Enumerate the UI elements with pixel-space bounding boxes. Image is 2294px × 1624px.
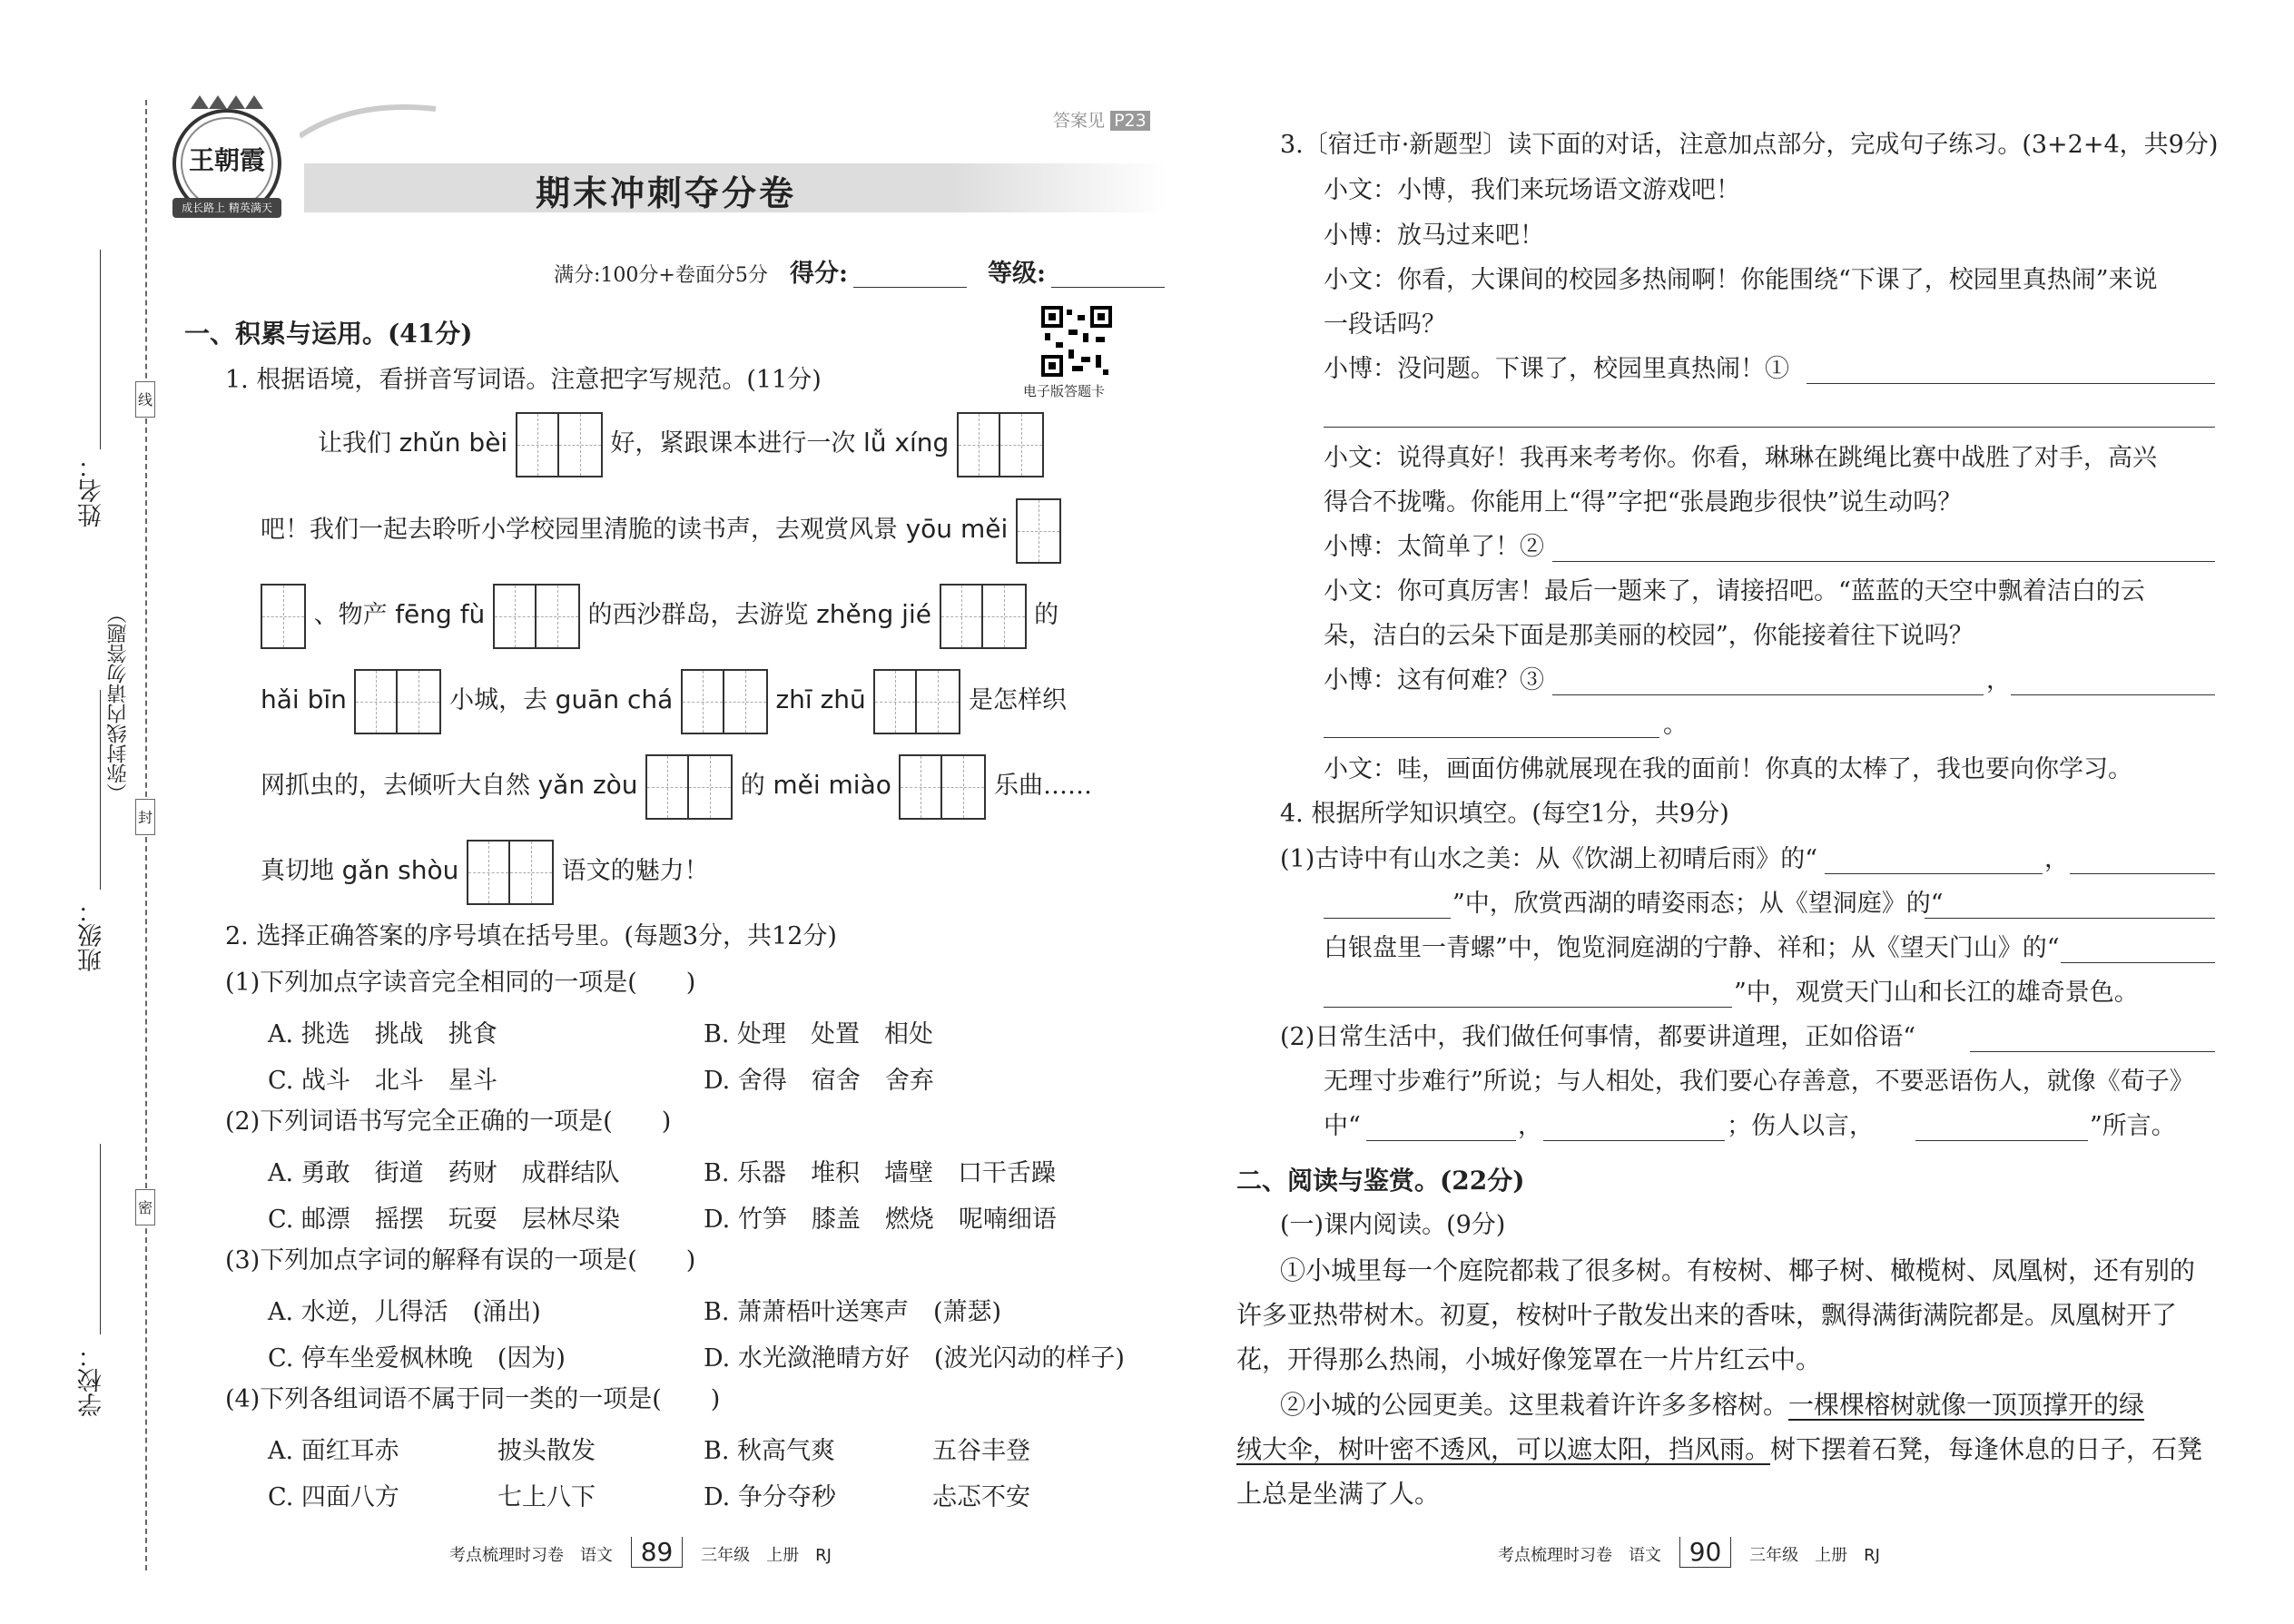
q1-row3: [261, 580, 1058, 650]
q4-blank-1[interactable]: [1825, 873, 2043, 874]
q2-s1-a[interactable]: A. 挑选 挑战 挑食: [268, 1020, 497, 1048]
reading-p2-line3: 上总是坐满了人。: [1236, 1479, 1441, 1509]
answer-ref-label: 答案见: [1053, 111, 1106, 131]
q2-s2-c[interactable]: C. 邮漂 摇摆 玩耍 层林尽染: [268, 1206, 620, 1234]
footer-left-text: 考点梳理时习卷 语文: [449, 1546, 613, 1565]
pinyin-meimiao: měi miào: [773, 770, 891, 800]
q2-s4-c2: 七上八下: [497, 1483, 596, 1511]
answer-boxes-3a[interactable]: [1016, 498, 1061, 564]
q2-s4-b1[interactable]: B. 秋高气爽: [704, 1437, 836, 1465]
q4-blank-3[interactable]: [1324, 918, 1451, 919]
q1-prompt: 1. 根据语境，看拼音写词语。注意把字写规范。(11分): [225, 366, 822, 394]
answer-boxes-8[interactable]: [873, 669, 960, 734]
answer-boxes-5[interactable]: [940, 584, 1027, 649]
q1-row2: [261, 495, 1061, 565]
answer-ref-page: P23: [1110, 111, 1150, 131]
q4-b3c: ；伤人以言，: [1727, 1112, 1874, 1140]
answer-boxes-9[interactable]: [645, 754, 733, 820]
reading-p2-underlined-a: 一棵棵榕树就像一顶顶撑开的绿: [1788, 1390, 2145, 1420]
ribbon-decoration: [300, 100, 445, 145]
q3-line5a: 小文：说得真好！我再来考考你。你看，琳琳在跳绳比赛中战胜了对手，高兴: [1324, 444, 2157, 472]
q3-line3a: 小文：你看，大课间的校园多热闹啊！你能围绕“下课了，校园里真热闹”来说: [1324, 266, 2158, 294]
q3-line1: 小文：小博，我们来玩场语文游戏吧！: [1324, 176, 1740, 204]
reading-p2-underlined-b: 绒大伞，树叶密不透风，可以遮太阳，挡风雨。: [1236, 1434, 1771, 1464]
answer-boxes-10[interactable]: [899, 754, 986, 820]
q4-blank-10[interactable]: [1915, 1140, 2088, 1141]
q3-line9: 。: [1663, 711, 1688, 739]
q4-b3a: 中“: [1324, 1112, 1361, 1140]
q4-blank-7[interactable]: [1970, 1051, 2215, 1052]
grade-field[interactable]: [1051, 287, 1165, 288]
q2-s1[interactable]: (1)下列加点字读音完全相同的一项是( ): [225, 969, 696, 997]
binding-strip: [0, 0, 159, 1624]
class-field[interactable]: [100, 690, 101, 890]
logo-sub: 成长路上 精英满天: [182, 202, 272, 214]
pinyin-youmei: yōu měi: [905, 514, 1009, 544]
q3-answer3-field-a[interactable]: [1552, 694, 1984, 695]
q2-s2-d[interactable]: D. 竹笋 膝盖 燃烧 呢喃细语: [704, 1206, 1057, 1234]
q3-line2: 小博：放马过来吧！: [1324, 221, 1544, 250]
q4-a1-comma: ，: [2044, 845, 2069, 873]
q3-answer1-field-b[interactable]: [1324, 427, 2215, 428]
answer-boxes-7[interactable]: [681, 669, 768, 734]
q2-s4-c1[interactable]: C. 四面八方: [268, 1483, 399, 1511]
score-info: 满分:100分+卷面分5分: [554, 264, 768, 287]
q3-line4: 小博：没问题。下课了，校园里真热闹！①: [1324, 355, 1789, 383]
q2-s3[interactable]: (3)下列加点字词的解释有误的一项是( ): [225, 1246, 696, 1275]
binding-mark-secret: 密: [135, 1189, 155, 1225]
section2-sub1: (一)课内阅读。(9分): [1280, 1211, 1506, 1239]
pinyin-zhengjie: zhěng jié: [816, 599, 931, 629]
q1-text6: 的: [1034, 601, 1059, 629]
q4-a1: (1)古诗中有山水之美：从《饮湖上初晴后雨》的“: [1280, 845, 1818, 873]
q1-text8: 是怎样织: [968, 686, 1067, 714]
pinyin-guancha: guān chá: [555, 684, 674, 714]
q1-row4: [261, 665, 1067, 735]
q4-b3d: ”所言。: [2090, 1112, 2176, 1140]
qr-caption: 电子版答题卡: [1023, 383, 1106, 399]
q3-answer3-field-b[interactable]: [2011, 694, 2215, 695]
q2-s2-b[interactable]: B. 乐器 堆积 墙壁 口干舌躁: [704, 1159, 1057, 1187]
reading-p1-line2: 许多亚热带树木。初夏，桉树叶子散发出来的香味，飘得满街满院都是。凤凰树开了: [1236, 1300, 2178, 1330]
q3-line10: 小文：哇，画面仿佛就展现在我的面前！你真的太棒了，我也要向你学习。: [1324, 755, 2132, 783]
q3-line7b: 朵，洁白的云朵下面是那美丽的校园”，你能接着往下说吗？: [1324, 622, 1974, 650]
q2-prompt: 2. 选择正确答案的序号填在括号里。(每题3分，共12分): [225, 922, 837, 950]
reading-p1-line1: ①小城里每一个庭院都栽了很多树。有桉树、椰子树、橄榄树、凤凰树，还有别的: [1280, 1255, 2196, 1285]
q1-text10: 的: [740, 772, 765, 800]
page-title: 期末冲刺夺分卷: [536, 173, 797, 213]
pinyin-yanzou: yǎn zòu: [537, 770, 638, 800]
score-label: 得分:: [790, 260, 848, 288]
q4-prompt: 4. 根据所学知识填空。(每空1分，共9分): [1280, 800, 1729, 828]
q1-text3: 吧！我们一起去聆听小学校园里清脆的读书声，去观赏风景: [261, 516, 898, 544]
q2-s2[interactable]: (2)下列词语书写完全正确的一项是( ): [225, 1107, 672, 1136]
q1-text5: 的西沙群岛，去游览: [587, 601, 809, 629]
answer-ref: [1053, 107, 1150, 132]
q1-text11: 乐曲……: [994, 772, 1093, 800]
logo-text: 王朝霞: [188, 145, 265, 175]
q3-line8-comma: ，: [1986, 666, 2011, 694]
q1-text7: 小城，去: [449, 686, 548, 714]
q3-answer2-field[interactable]: [1552, 561, 2215, 562]
q2-s1-b[interactable]: B. 处理 处置 相处: [704, 1020, 934, 1048]
grade-label: 等级:: [988, 260, 1046, 288]
q4-blank-6[interactable]: [1324, 1007, 1732, 1008]
q1-text1: 让我们: [318, 429, 391, 458]
footer-right-text: 考点梳理时习卷 语文: [1498, 1546, 1661, 1565]
q4-b1: (2)日常生活中，我们做任何事情，都要讲道理，正如俗语“: [1280, 1023, 1916, 1051]
reading-p2-line1-a: ②小城的公园更美。这里栽着许许多多榕树。: [1280, 1390, 1789, 1420]
q2-s4-a1[interactable]: A. 面红耳赤: [268, 1437, 399, 1465]
section1-title: 一、积累与运用。(41分): [184, 319, 473, 349]
pinyin-lvxing: lǚ xíng: [863, 428, 950, 458]
q1-row1: [318, 408, 1044, 478]
pinyin-ganshou: gǎn shòu: [341, 855, 459, 885]
q1-text4: 、物产: [313, 601, 388, 629]
q3-answer3-field-c[interactable]: [1324, 737, 1659, 738]
q4-blank-8[interactable]: [1366, 1140, 1516, 1141]
footer-right-grade: 三年级 上册 RJ: [1749, 1546, 1880, 1565]
name-field[interactable]: [100, 250, 101, 449]
reading-p2-line1: [1280, 1389, 2144, 1421]
answer-boxes-11[interactable]: [467, 840, 554, 905]
reading-p2-line2-b: 树下摆着石凳，每逢休息的日子，石凳: [1770, 1434, 2203, 1464]
binding-note: （弥封线内请勿答题）: [107, 604, 130, 803]
footer-left: [449, 1537, 903, 1568]
q2-s1-c[interactable]: C. 战斗 北斗 星斗: [268, 1067, 497, 1095]
answer-boxes-6[interactable]: [354, 669, 441, 734]
q2-s3-b[interactable]: B. 萧萧梧叶送寒声 (萧瑟): [704, 1298, 1002, 1326]
reading-p1-line3: 花，开得那么热闹，小城好像笼罩在一片片红云中。: [1236, 1344, 1822, 1374]
answer-boxes-3b[interactable]: [261, 584, 306, 649]
q2-s4-b2: 五谷丰登: [932, 1437, 1030, 1465]
q4-b3b: ，: [1518, 1112, 1542, 1140]
school-field[interactable]: [100, 1144, 101, 1334]
footer-right: [1498, 1537, 1952, 1568]
q1-row5: [261, 751, 1092, 821]
name-label: 姓名：: [78, 454, 106, 527]
q2-s1-d[interactable]: D. 舍得 宿舍 舍弃: [704, 1067, 934, 1095]
q4-a2: ”中，欣赏西湖的晴姿雨态；从《望洞庭》的“: [1452, 890, 1944, 918]
pinyin-fengfu: fēng fù: [395, 599, 486, 629]
answer-boxes-2[interactable]: [957, 412, 1044, 477]
q1-text9: 网抓虫的，去倾听大自然: [261, 772, 530, 800]
q2-s4[interactable]: (4)下列各组词语不属于同一类的一项是( ): [225, 1385, 721, 1413]
q3-answer1-field-a[interactable]: [1807, 383, 2215, 384]
section2-title: 二、阅读与鉴赏。(22分): [1236, 1166, 1525, 1196]
q4-blank-4[interactable]: [1925, 918, 2215, 919]
binding-mark-seal: 封: [135, 799, 155, 835]
score-field[interactable]: [853, 287, 967, 288]
q4-a4: ”中，观赏天门山和长江的雄奇景色。: [1734, 979, 2139, 1007]
q1-text13: 语文的魅力！: [561, 857, 709, 885]
q3-line8: 小博：这有何难？③: [1324, 666, 1544, 694]
q4-blank-9[interactable]: [1543, 1140, 1725, 1141]
answer-boxes-1[interactable]: [516, 412, 603, 477]
school-label: 学校：: [78, 1343, 106, 1417]
q2-s3-d[interactable]: D. 水光潋滟晴方好 (波光闪动的样子): [704, 1344, 1125, 1373]
reading-p2-line2: [1236, 1433, 2202, 1465]
class-label: 班级：: [78, 899, 106, 972]
q3-line3b: 一段话吗？: [1324, 310, 1446, 339]
q2-s4-d1[interactable]: D. 争分夺秒: [704, 1483, 836, 1511]
q3-line6: 小博：太简单了！②: [1324, 533, 1544, 561]
q2-s3-c[interactable]: C. 停车坐爱枫林晚 (因为): [268, 1344, 566, 1373]
pinyin-haibin: hǎi bīn: [261, 684, 347, 714]
q4-blank-5[interactable]: [2061, 962, 2215, 963]
q1-text12: 真切地: [261, 857, 334, 885]
q3-line5b: 得合不拢嘴。你能用上“得”字把“张晨跑步很快”说生动吗？: [1324, 488, 1963, 517]
pinyin-zhizhu: zhī zhū: [775, 684, 866, 714]
q2-s3-a[interactable]: A. 水逆，儿得活 (涌出): [268, 1298, 541, 1326]
pinyin-zhunbei: zhǔn bèi: [399, 428, 508, 458]
footer-left-grade: 三年级 上册 RJ: [701, 1546, 832, 1565]
q1-row6: [261, 836, 709, 906]
q3-prompt: 3.〔宿迁市·新题型〕读下面的对话，注意加点部分，完成句子练习。(3+2+4，共9分): [1280, 131, 2219, 159]
q3-line7a: 小文：你可真厉害！最后一题来了，请接招吧。“蓝蓝的天空中飘着洁白的云: [1324, 577, 2145, 605]
q4-blank-2[interactable]: [2070, 873, 2215, 874]
q2-s4-d2: 忐忑不安: [932, 1483, 1030, 1511]
q1-text2: 好，紧跟课本进行一次: [610, 429, 856, 458]
qr-code-icon[interactable]: [1041, 306, 1112, 377]
answer-boxes-4[interactable]: [493, 584, 580, 649]
brand-logo: [163, 91, 290, 227]
q2-s2-a[interactable]: A. 勇敢 街道 药财 成群结队: [268, 1159, 620, 1187]
q2-s4-a2: 披头散发: [497, 1437, 596, 1465]
q4-a3: 白银盘里一青螺”中，饱览洞庭湖的宁静、祥和；从《望天门山》的“: [1324, 934, 2060, 962]
footer-left-page: 89: [631, 1537, 684, 1568]
footer-right-page: 90: [1679, 1537, 1732, 1568]
q4-b2: 无理寸步难行”所说；与人相处，我们要心存善意，不要恶语伤人，就像《荀子》: [1324, 1068, 2194, 1096]
binding-mark-line: 线: [135, 381, 155, 418]
